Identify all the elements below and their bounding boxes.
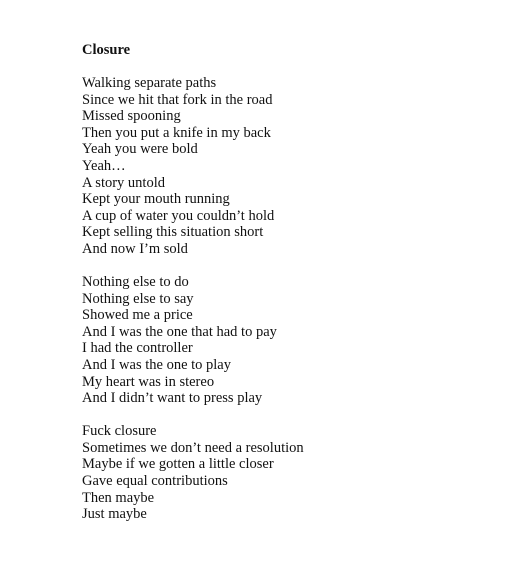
poem-line: And now I’m sold — [82, 240, 188, 257]
poem-line: And I didn’t want to press play — [82, 390, 263, 407]
stanza-1 — [82, 75, 512, 258]
poem-line: Yeah… — [82, 157, 126, 174]
poem-line: A story untold — [82, 174, 165, 191]
poem-line: Then you put a knife in my back — [82, 124, 271, 141]
poem-line: Maybe if we gotten a little closer — [82, 456, 274, 473]
poem-line: Since we hit that fork in the road — [82, 91, 273, 108]
poem-line: Showed me a price — [82, 307, 193, 324]
poem-line: Nothing else to say — [82, 290, 194, 307]
poem-line: Yeah you were bold — [82, 141, 198, 158]
poem-line: My heart was in stereo — [82, 373, 215, 390]
poem-line: Nothing else to do — [82, 274, 189, 291]
poem-line: Then maybe — [82, 489, 155, 506]
poem-line: Missed spooning — [82, 108, 181, 125]
poem-line: And I was the one that had to pay — [82, 323, 277, 340]
poem-line: Walking separate paths — [82, 75, 217, 91]
poem-line: I had the controller — [82, 340, 193, 357]
poem-line: Just maybe — [82, 506, 147, 523]
poem-line: Kept selling this situation short — [82, 224, 264, 241]
poem-line: Kept your mouth running — [82, 191, 230, 208]
stanza-3 — [82, 423, 512, 523]
poem-title: Closure — [82, 42, 131, 58]
poem-line: And I was the one to play — [82, 357, 231, 373]
poem — [82, 42, 512, 539]
poem-line: A cup of water you couldn’t hold — [82, 207, 275, 224]
stanza-2 — [82, 274, 512, 407]
poem-line: Gave equal contributions — [82, 473, 228, 490]
poem-line: Sometimes we don’t need a resolution — [82, 439, 304, 456]
poem-line: Fuck closure — [82, 423, 157, 440]
